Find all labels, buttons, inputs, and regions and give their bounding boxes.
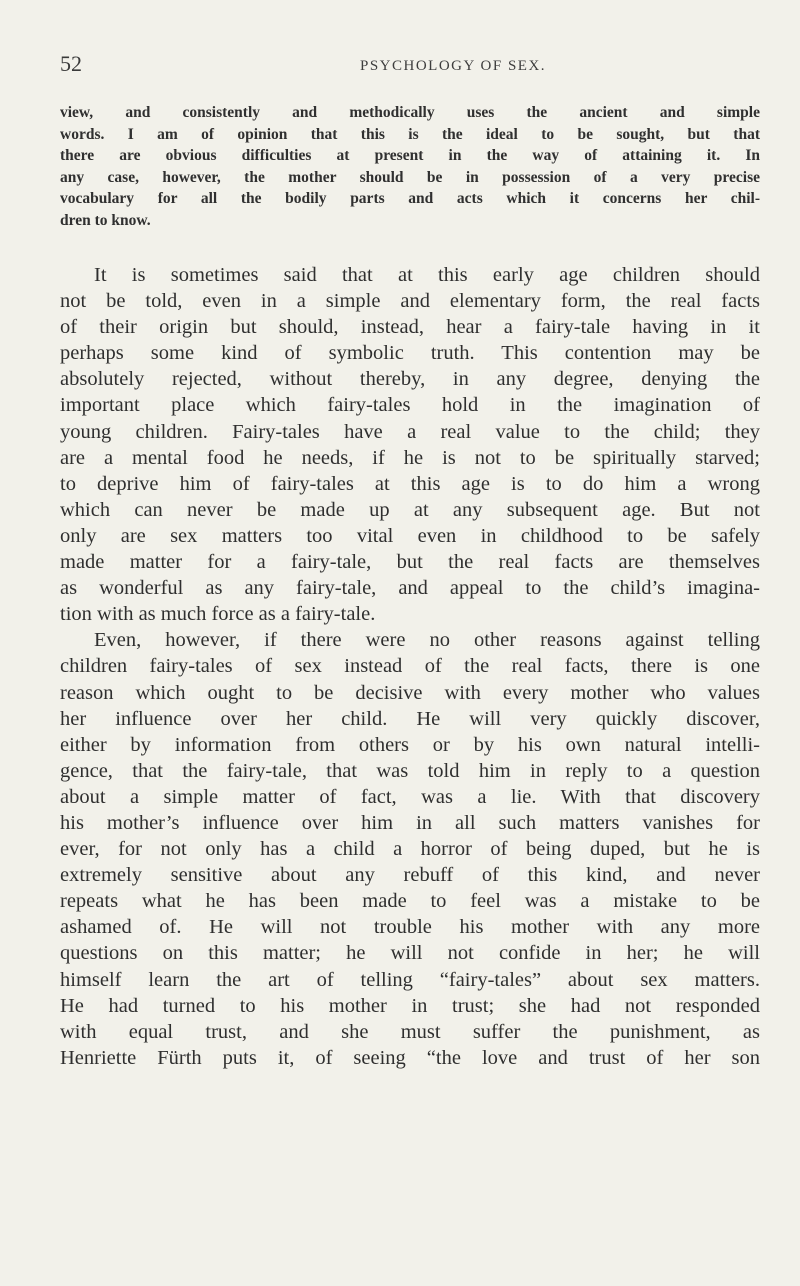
text-line: Henriette Fürth puts it, of seeing “the love and trust of her son (60, 1046, 760, 1069)
text-line: made matter for a fairy-tale, but the real facts are themselves (60, 551, 760, 574)
page-header (60, 52, 760, 82)
small-print-paragraph (60, 102, 760, 232)
text-line: of their origin but should, instead, hear a fairy-tale having in it (60, 316, 760, 339)
text-line: any case, however, the mother should be in possession of a very precise (60, 168, 760, 186)
text-line: extremely sensitive about any rebuff of this kind, and never (60, 864, 760, 887)
paragraph-mothers-influence (60, 627, 760, 1071)
text-line: her influence over her child. He will very quickly discover, (60, 707, 760, 730)
text-line: absolutely rejected, without thereby, in any degree, denying the (60, 368, 760, 391)
text-line: ashamed of. He will not trouble his mother with any more (60, 916, 760, 939)
text-line: as wonderful as any fairy-tale, and appeal to the child’s imagina- (60, 577, 760, 600)
text-line: are a mental food he needs, if he is not to be spiritually starved; (60, 446, 760, 469)
text-line: either by information from others or by his own natural intelli- (60, 733, 760, 756)
body-text (60, 262, 760, 1071)
text-line: his mother’s influence over him in all such matters vanishes for (60, 811, 760, 834)
text-line: words. I am of opinion that this is the ideal to be sought, but that (60, 125, 760, 143)
text-line: dren to know. (60, 211, 151, 229)
text-line: about a simple matter of fact, was a lie. With that discovery (60, 785, 760, 808)
text-line: tion with as much force as a fairy-tale. (60, 603, 376, 626)
text-line: children fairy-tales of sex instead of the real facts, there is one (60, 655, 760, 678)
text-line: Even, however, if there were no other reasons against telling (94, 629, 760, 652)
text-line: vocabulary for all the bodily parts and acts which it concerns her chil- (60, 190, 760, 208)
text-line: questions on this matter; he will not confide in her; he will (60, 942, 760, 965)
text-line: ever, for not only has a child a horror of being duped, but he is (60, 838, 760, 861)
text-line: which can never be made up at any subsequent age. But not (60, 498, 760, 521)
text-line: there are obvious difficulties at present in the way of attaining it. In (60, 147, 760, 165)
text-line: important place which fairy-tales hold in the imagination of (60, 394, 760, 417)
page-number: 52 (60, 51, 82, 76)
running-head: PSYCHOLOGY OF SEX. (360, 58, 547, 74)
text-line: view, and consistently and methodically uses the ancient and simple (60, 104, 760, 121)
text-line: perhaps some kind of symbolic truth. This contention may be (60, 342, 760, 365)
text-line: repeats what he has been made to feel was a mistake to be (60, 890, 760, 913)
text-line: with equal trust, and she must suffer the punishment, as (60, 1020, 760, 1043)
text-line: to deprive him of fairy-tales at this age is to do him a wrong (60, 472, 760, 495)
text-line: only are sex matters too vital even in childhood to be safely (60, 524, 760, 547)
text-line: himself learn the art of telling “fairy-tales” about sex matters. (60, 968, 760, 991)
text-line: not be told, even in a simple and elementary form, the real facts (60, 290, 760, 313)
text-line: gence, that the fairy-tale, that was told him in reply to a question (60, 759, 760, 782)
text-line: reason which ought to be decisive with every mother who values (60, 681, 760, 704)
text-line: He had turned to his mother in trust; she had not responded (60, 994, 760, 1017)
paragraph-fairy-tales (60, 262, 760, 627)
text-line: young children. Fairy-tales have a real value to the child; they (60, 420, 760, 443)
text-line: It is sometimes said that at this early age children should (94, 264, 760, 286)
